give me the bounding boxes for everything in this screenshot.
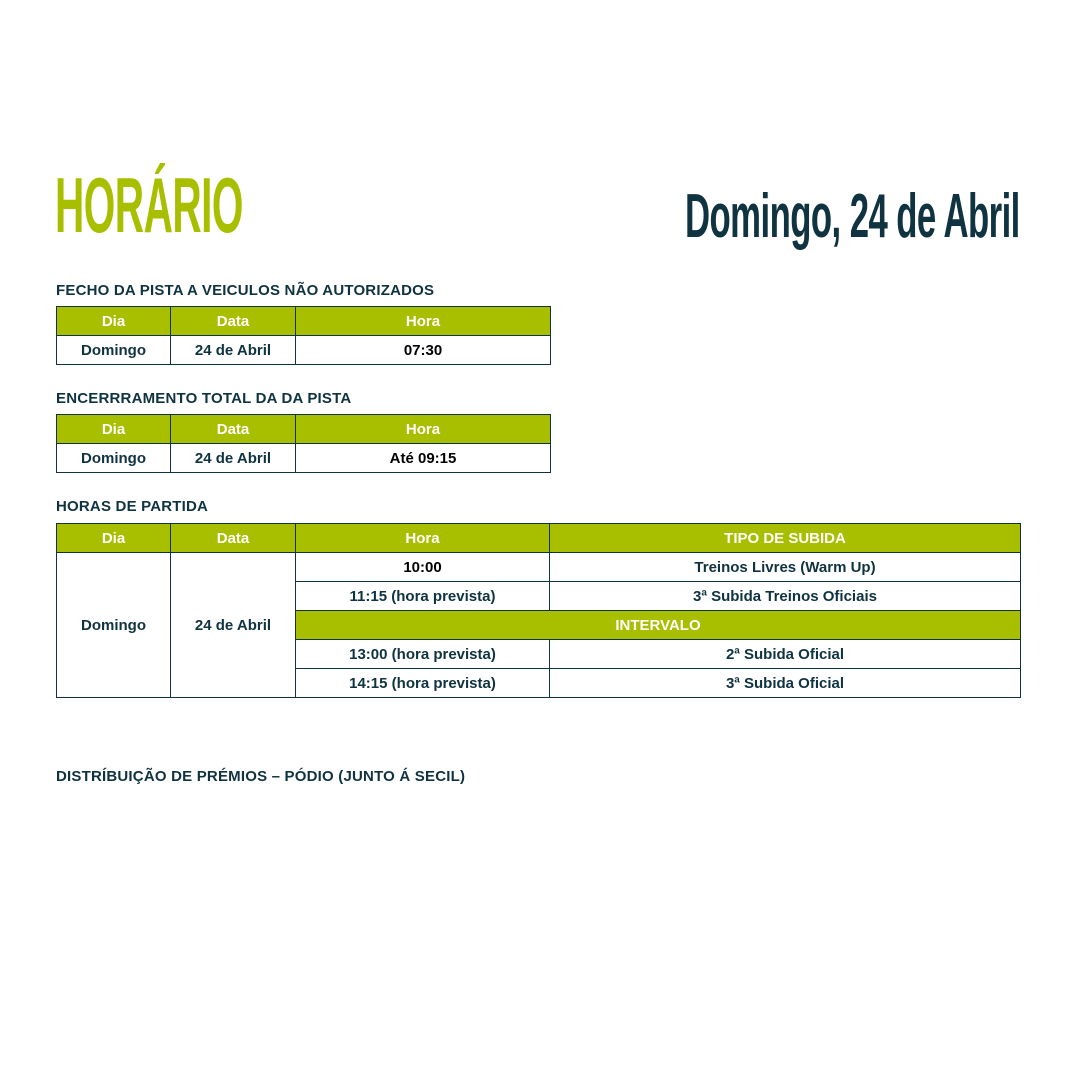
table-header-row	[57, 307, 551, 336]
header-dia: Dia	[57, 524, 171, 553]
table-header-row	[57, 524, 1021, 553]
cell-tipo: 3ª Subida Oficial	[550, 669, 1021, 698]
cell-data: 24 de Abril	[171, 444, 296, 473]
header-hora: Hora	[296, 415, 551, 444]
date-title: Domingo, 24 de Abril	[685, 182, 1020, 251]
header-data: Data	[171, 415, 296, 444]
cell-data: 24 de Abril	[171, 336, 296, 365]
table-row	[57, 553, 1021, 582]
cell-dia: Domingo	[57, 336, 171, 365]
cell-tipo: 3ª Subida Treinos Oficiais	[550, 582, 1021, 611]
header-dia: Dia	[57, 307, 171, 336]
header-hora: Hora	[296, 307, 551, 336]
header-data: Data	[171, 307, 296, 336]
table-row	[57, 444, 551, 473]
cell-hora: 11:15 (hora prevista)	[296, 582, 550, 611]
cell-tipo: Treinos Livres (Warm Up)	[550, 553, 1021, 582]
header-tipo: TIPO DE SUBIDA	[550, 524, 1021, 553]
interval-band: INTERVALO	[296, 611, 1021, 640]
closure-heading: FECHO DA PISTA A VEICULOS NÃO AUTORIZADOS	[56, 282, 435, 299]
departures-heading: HORAS DE PARTIDA	[56, 498, 209, 515]
table-header-row	[57, 415, 551, 444]
cell-data: 24 de Abril	[171, 553, 296, 698]
closure-table	[56, 306, 551, 365]
cell-hora: 10:00	[296, 553, 550, 582]
cell-dia: Domingo	[57, 553, 171, 698]
cell-hora: 14:15 (hora prevista)	[296, 669, 550, 698]
header-data: Data	[171, 524, 296, 553]
table-row	[57, 336, 551, 365]
header-hora: Hora	[296, 524, 550, 553]
header-dia: Dia	[57, 415, 171, 444]
cell-hora: 07:30	[296, 336, 551, 365]
total-closure-table	[56, 414, 551, 473]
cell-hora: Até 09:15	[296, 444, 551, 473]
cell-tipo: 2ª Subida Oficial	[550, 640, 1021, 669]
total-closure-heading: ENCERRRAMENTO TOTAL DA DA PISTA	[56, 390, 352, 407]
cell-hora: 13:00 (hora prevista)	[296, 640, 550, 669]
cell-dia: Domingo	[57, 444, 171, 473]
departures-table	[56, 523, 1021, 698]
page-title: HORÁRIO	[55, 161, 243, 249]
awards-heading: DISTRÍBUIÇÃO DE PRÉMIOS – PÓDIO (JUNTO Á SECIL)	[56, 768, 466, 785]
